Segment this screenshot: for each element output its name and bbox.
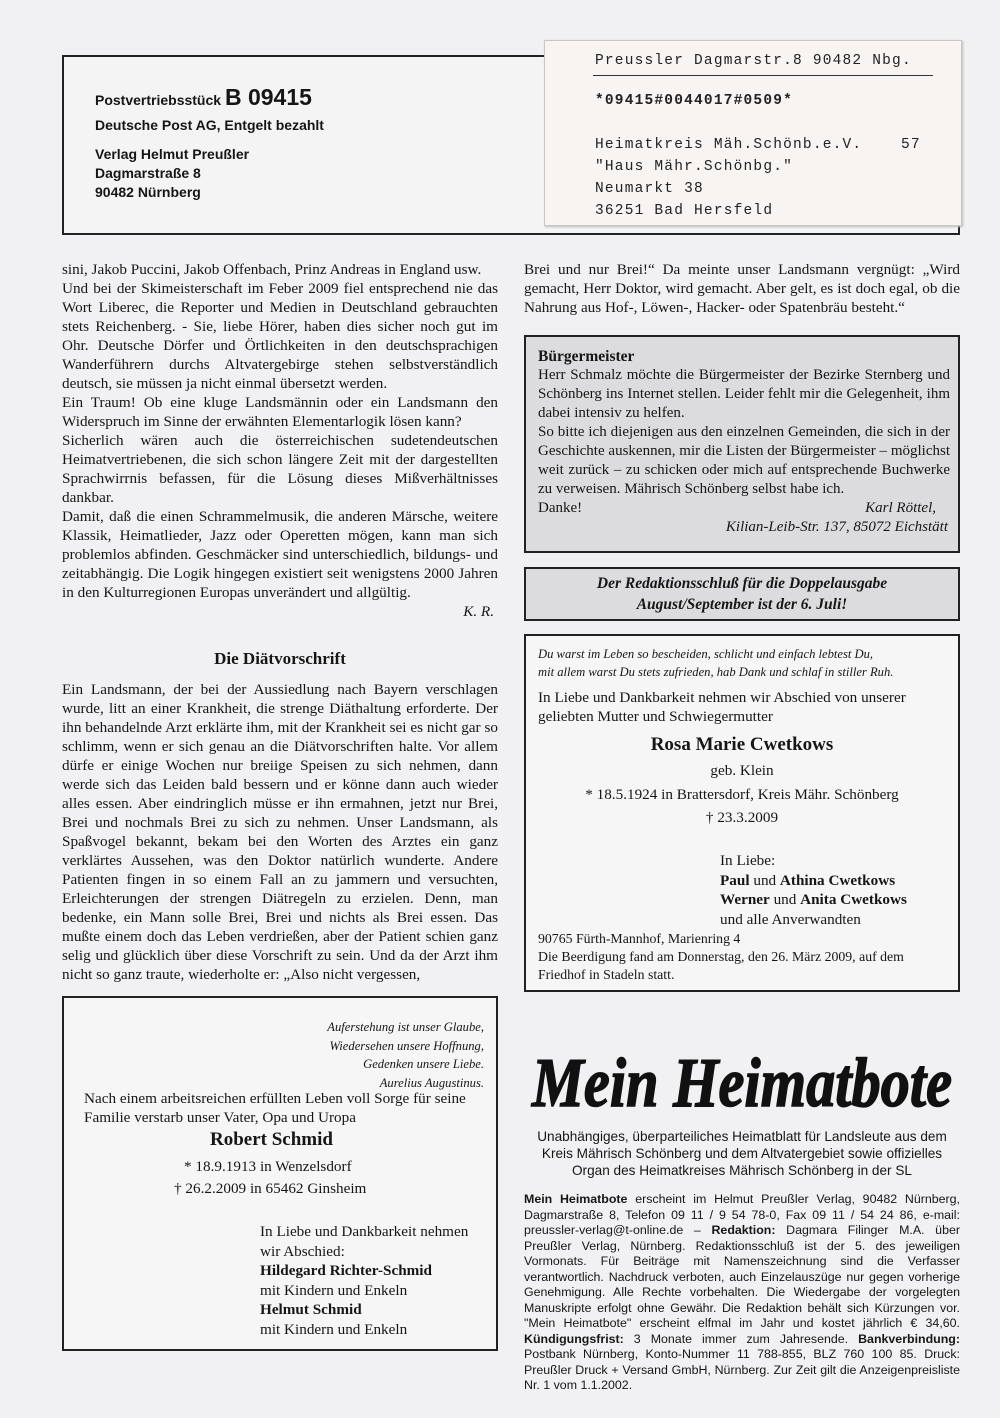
box-title: Bürgermeister — [538, 348, 635, 365]
imprint-title: Mein Heimatbote — [524, 1192, 628, 1206]
box-thanks: Danke! — [538, 500, 583, 516]
deadline-line: August/September ist der 6. Juli! — [636, 596, 848, 613]
address-label — [544, 40, 962, 226]
obituary-rosa — [524, 634, 960, 992]
label-recipient-number: 57 — [901, 137, 921, 153]
obituary-family: und alle Anverwandten — [720, 910, 861, 928]
article-paragraph: Damit, daß die einen Schrammelmusik, die anderen Märsche, weitere Klassik, Heimatlieder, Jazz oder Operetten mögen, kann man sich problemlos abfinden. Geschmäcker sind unterschiedlich, bildungs- und zeitabhängig. Die Logik hingegen existiert seit wenigstens 2000 Jahren in den Kulturregionen Europas unverändert und allgültig. — [62, 508, 498, 601]
obituary-born: * 18.5.1924 in Brattersdorf, Kreis Mähr. Schönberg — [585, 786, 899, 803]
obituary-address: 90765 Fürth-Mannhof, Marienring 4 — [538, 931, 741, 946]
obituary-funeral: Die Beerdigung fand am Donnerstag, den 26. März 2009, auf dem Friedhof in Stadeln statt. — [538, 949, 904, 982]
obituary-family-and: und — [769, 891, 801, 908]
buergermeister-box — [524, 335, 960, 553]
obituary-family-and: und — [749, 871, 780, 889]
masthead-logo-graphic — [524, 1040, 960, 1125]
article-paragraph: sini, Jakob Puccini, Jakob Offenbach, Prinz Andreas in England usw. — [62, 261, 482, 278]
sender-line: Deutsche Post AG, Entgelt bezahlt — [95, 117, 324, 133]
obituary-verse: Du warst im Leben so bescheiden, schlicht und einfach lebtest Du, — [538, 647, 874, 661]
obituary-family: mit Kindern und Enkeln — [260, 1320, 408, 1338]
postal-label: Postvertriebsstück — [95, 92, 222, 108]
sender-block — [95, 84, 324, 202]
obituary-family: mit Kindern und Enkeln — [260, 1281, 408, 1299]
obituary-farewell: In Liebe und Dankbarkeit nehmen — [260, 1223, 469, 1240]
obituary-family: Athina Cwetkows — [779, 871, 896, 889]
label-recipient: 36251 Bad Hersfeld — [595, 203, 774, 219]
imprint-text: 3 Monate immer zum Jahresende. — [623, 1331, 859, 1346]
label-recipient: Neumarkt 38 — [595, 181, 704, 197]
obituary-family: Helmut Schmid — [260, 1301, 362, 1318]
imprint-text: erscheint im Helmut Preußler Verlag, 90482 Nürnberg, Dagmarstraße 8, Telefon 09 11 / 9 54 78-0, Fax 09 11 / 54 24 86, e-mail: preussler-verlag@t-online.de – — [524, 1192, 960, 1237]
article-paragraph: Und bei der Skimeisterschaft im Feber 2009 fiel entsprechend nie das Wort Liberec, die Reporter und Medien in Deutschland gebrauchten stets Reichenberg. - Sie, liebe Hörer, haben dies sicher noch gut im Ohr. Deutsche Dörfer und Örtlichkeiten in den deutschsprachigen Wanderführern durchs Altvatergebirge stehen selbstverständlich deutsch, sie müssen ja nicht einmal übersetzt werden. — [62, 280, 498, 392]
obituary-family: Hildegard Richter-Schmid — [260, 1262, 432, 1279]
article-paragraph: Ein Traum! Ob eine kluge Landsmännin oder ein Landsmann den Widerspruch im Sinne der erwähnten Elementarlogik lösen kann? — [62, 394, 498, 430]
postal-number: B 09415 — [224, 84, 312, 110]
article-title: Die Diätvorschrift — [214, 649, 346, 668]
box-signature-address: Kilian-Leib-Str. 137, 85072 Eichstätt — [725, 519, 948, 535]
obituary-died: † 26.2.2009 in 65462 Ginsheim — [174, 1180, 367, 1197]
masthead-blurb: Unabhängiges, überparteiliches Heimatblatt für Landsleute aus dem Kreis Mährisch Schönberg und dem Altvatergebiet sowie offizielles Organ des Heimatkreises Mährisch Schönberg in der SL — [537, 1129, 947, 1178]
sender-line: 90482 Nürnberg — [95, 184, 201, 200]
obituary-born: * 18.9.1913 in Wenzelsdorf — [184, 1158, 352, 1175]
obituary-in-love: In Liebe: — [720, 852, 776, 869]
diet-article-text: Ein Landsmann, der bei der Aussiedlung nach Bayern verschlagen wurde, litt an einer Krankheit, die strenge Diäthaltung erforderte. Der ihn behandelnde Arzt erklärte ihm, mit der Krankheit sei es nicht gar so schlimm, wenn er sich genau an die Diätvorschriften halte. Vor allem dürfe er einige Wochen nur breiige Speisen zu sich nehmen, dann werde sich das Leiden bald bessern und er könne dann auch wieder alles essen. Aber eindringlich müsse er ihn ermahnen, jetzt nur Brei, Brei und nochmals Brei zu sich zu nehmen. Unser Landsmann, als Spaßvogel bekannt, bekam bei den Worten des Arztes ein ganz verklärtes Aussehen, was den Doktor natürlich wunderte. Andere Patienten fingen in so einem Fall an zu jammern und versuchten, Erleichterungen der strengen Diätregeln zu erzielen. Denn, man bedenke, ein Mann solle Brei, Brei und nichts als Brei essen. Das mußte einem doch das Leben verdrießen, aber der Patient schien ganz selig und glücklich über diese Vorschrift zu sein. Und da der Arzt ihm nicht so ganz traute, wiederholte er: „Also nicht vergessen, — [62, 681, 498, 983]
article-signature: K. R. — [463, 603, 494, 620]
box-text: So bitte ich diejenigen aus den einzelnen Gemeinden, die sich in der Geschichte auskennen, mir die Listen der Bürgermeister – möglichst weit zurück – zu schicken oder mich auf entsprechende Buchwerke zu verweisen. Mährisch Schönberg selbst habe ich. — [538, 424, 950, 497]
box-signature-name: Karl Röttel, — [865, 500, 936, 516]
diet-article-continuation: Brei und nur Brei!“ Da meinte unser Landsmann vergnügt: „Wird gemacht, Herr Doktor, wird gemacht. Aber gelt, es ist doch egal, ob die Nahrung aus Hof-, Löwen-, Hacker- oder Spatenbräu besteht.“ — [524, 261, 960, 316]
obituary-name: Robert Schmid — [210, 1129, 333, 1150]
obituary-verse: Wiedersehen unsere Hoffnung, — [329, 1038, 484, 1053]
masthead-logo-text: Mein Heimatbote — [531, 1045, 952, 1122]
left-article — [62, 260, 498, 621]
obituary-schmid — [62, 996, 498, 1351]
obituary-verse: Gedenken unsere Liebe. — [363, 1057, 484, 1071]
obituary-intro: In Liebe und Dankbarkeit nehmen wir Abschied von unserer geliebten Mutter und Schwiegermutter — [538, 689, 906, 725]
article-paragraph: Sicherlich wären auch die österreichischen sudetendeutschen Heimatvertriebenen, die sich schon längere Zeit mit der dargestellten Sprachwirrnis befassen, für die Lösung dieses Mißverhältnisses dankbar. — [62, 432, 498, 506]
obituary-family: Paul — [720, 871, 750, 889]
deadline-line: Der Redaktionsschluß für die Doppelausgabe — [596, 575, 888, 592]
label-sender-line: Preussler Dagmarstr.8 90482 Nbg. — [595, 53, 912, 69]
imprint-text: Dagmara Filinger M.A. über Preußler Verlag, Nürnberg. Redaktionsschluß ist der 5. des jeweiligen Vormonats. Für Beiträge mit Namenszeichnung sind die Verfasser verantwortlich. Nachdruck verboten, auch Einzelauszüge nur gegen vorherige Genehmigung. Alle Rechte vorbehalten. Die Wiedergabe der vorgelegten Manuskripte erfolgt ohne Gewähr. Die Redaktion behält sich Kürzungen vor. "Mein Heimatbote" erscheint elfmal im Jahr und kostet jährlich € 34,60. — [524, 1223, 960, 1330]
masthead-logo — [524, 1040, 960, 1125]
label-recipient: "Haus Mähr.Schönbg." — [595, 159, 794, 175]
deadline-notice — [524, 567, 960, 621]
label-code: *09415#0044017#0509* — [595, 93, 794, 109]
obituary-verse: Aurelius Augustinus. — [379, 1075, 484, 1090]
obituary-verse: mit allem warst Du stets zufrieden, hab Dank und schlaf in stiller Ruh. — [538, 665, 894, 679]
imprint-label: Bankverbindung: — [858, 1331, 960, 1346]
obituary-family: Werner — [720, 891, 770, 908]
imprint-text: Postbank Nürnberg, Konto-Nummer 11 788-855, BLZ 760 100 85. Druck: Preußler Druck + Versand GmbH, Nürnberg. Zur Zeit gilt die Anzeigenpreisliste Nr. 1 vom 1.1.2002. — [524, 1347, 960, 1392]
obituary-farewell: wir Abschied: — [260, 1242, 345, 1260]
imprint-label: Kündigungsfrist: — [524, 1331, 624, 1346]
label-recipient: Heimatkreis Mäh.Schönb.e.V. — [595, 137, 863, 153]
obituary-verse: Auferstehung ist unser Glaube, — [327, 1020, 484, 1034]
sender-line: Dagmarstraße 8 — [95, 165, 201, 181]
obituary-died: † 23.3.2009 — [705, 809, 779, 826]
imprint — [524, 1192, 960, 1394]
obituary-intro: Nach einem arbeitsreichen erfüllten Leben voll Sorge für seine Familie verstarb unser Vater, Opa und Uropa — [84, 1090, 466, 1126]
box-text: Herr Schmalz möchte die Bürgermeister der Bezirke Sternberg und Schönberg ins Internet stellen. Leider fehlt mir die Gelegenheit, ihm dabei intensiv zu helfen. — [538, 367, 950, 421]
obituary-name: Rosa Marie Cwetkows — [650, 734, 834, 755]
sender-line: Verlag Helmut Preußler — [95, 146, 250, 162]
obituary-family: Anita Cwetkows — [800, 891, 907, 908]
imprint-label: Redaktion: — [711, 1223, 776, 1237]
obituary-maiden-name: geb. Klein — [710, 762, 774, 779]
